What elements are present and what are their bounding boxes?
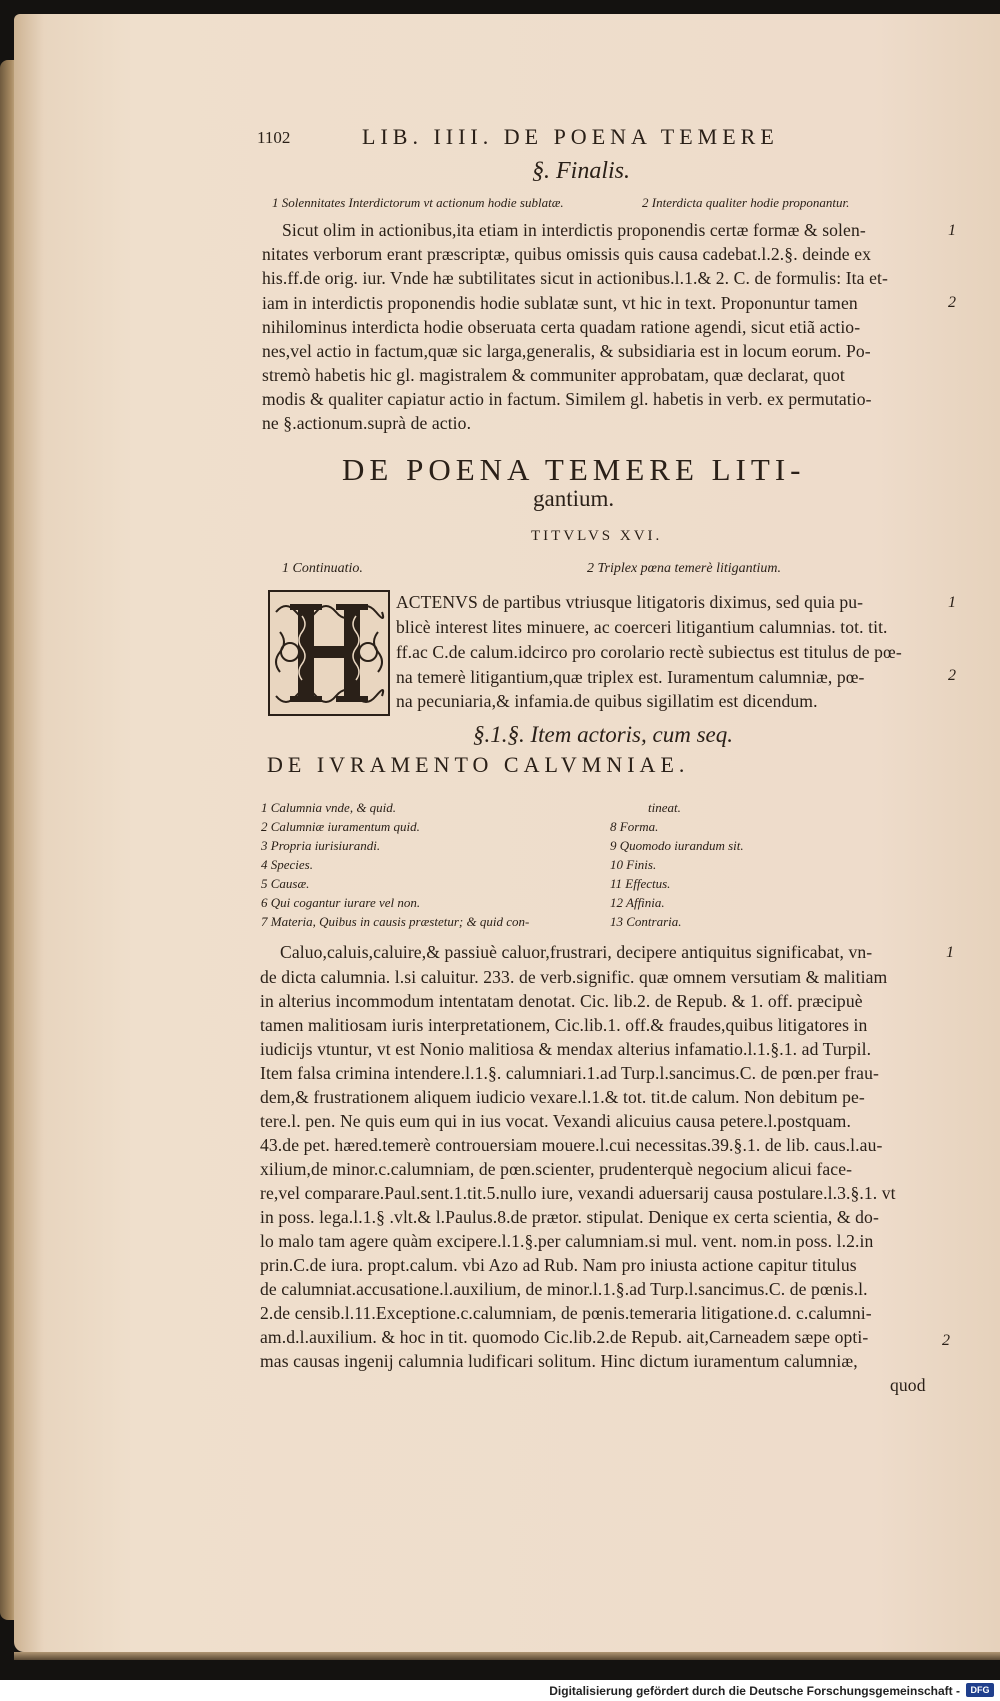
- text-line: re,vel comparare.Paul.sent.1.tit.5.nullo iure, vexandi aduersarij causa postulare.l.3.§.1. vt: [260, 1183, 896, 1203]
- toc-item: 13 Contraria.: [610, 914, 682, 929]
- text-line: blicè interest lites minuere, ac coerceri litigantium calumnias. tot. tit.: [396, 617, 888, 637]
- margin-note-number: 2: [948, 667, 956, 684]
- chapter-title-continued: gantium.: [533, 486, 615, 511]
- toc-item: 9 Quomodo iurandum sit.: [610, 838, 744, 853]
- text-line: tamen malitiosam iuris interpretationem, Cic.lib.1. off.& fraudes,quibus litigatores in: [260, 1015, 868, 1035]
- summary-item: 1 Continuatio.: [282, 561, 363, 576]
- page-edge: [14, 1652, 1000, 1660]
- text-line: xilium,de minor.c.calumniam, de pœn.scienter, prudenterquè negocium alicui face-: [260, 1159, 853, 1179]
- margin-note-number: 2: [942, 1332, 950, 1349]
- text-line: Item falsa crimina intendere.l.1.§. calumniari.1.ad Turp.l.sancimus.C. de pœn.per frau-: [260, 1063, 879, 1083]
- text-line: nihilominus interdicta hodie obseruata certa quadam ratione agendi, sicut etiã actio-: [262, 317, 861, 337]
- chapter-title: DE POENA TEMERE LITI-: [342, 452, 806, 487]
- digitization-credit-bar: [0, 1680, 1000, 1701]
- text-line: dem,& frustrationem aliquem iudicio vexare.l.1.& tot. tit.de calum. Non debitum pe-: [260, 1087, 865, 1107]
- text-line: ff.ac C.de calum.idcirco pro corolario rectè subiectus est titulus de pœ-: [396, 642, 902, 662]
- toc-item: 1 Calumnia vnde, & quid.: [261, 800, 397, 815]
- running-head: LIB. IIII. DE POENA TEMERE: [362, 124, 779, 149]
- margin-note-number: 1: [946, 944, 954, 961]
- toc-item: 3 Propria iurisiurandi.: [261, 838, 381, 853]
- text-line: mas causas ingenij calumnia ludificari solitum. Hinc dictum iuramentum calumniæ,: [260, 1351, 858, 1371]
- text-line: tere.l. pen. Ne quis eum qui in ius vocat. Vexandi alicuius causa petere.l.postquam.: [260, 1111, 851, 1131]
- text-line: am.d.l.auxilium. & hoc in tit. quomodo Cic.lib.2.de Repub. ait,Carneadem sæpe opti-: [260, 1327, 869, 1347]
- dfg-logo-icon: DFG: [966, 1683, 994, 1697]
- page-number: 1102: [257, 128, 291, 147]
- toc-item: 4 Species.: [261, 857, 313, 872]
- text-line: ACTENVS de partibus vtriusque litigatoris diximus, sed quia pu-: [396, 592, 864, 612]
- section-heading-finalis: §. Finalis.: [532, 158, 631, 184]
- summary-item: 2 Triplex pœna temerè litigantium.: [587, 561, 782, 576]
- margin-note-number: 1: [948, 594, 956, 611]
- text-line: na temerè litigantium,quæ triplex est. Iuramentum calumniæ, pœ-: [396, 667, 865, 687]
- text-line: stremò habetis hic gl. magistralem & communiter approbatam, quæ declarat, quot: [262, 365, 845, 385]
- text-line: de dicta calumnia. l.si caluitur. 233. de verb.signific. quæ omnem versutiam & malitiam: [260, 967, 888, 987]
- margin-note-number: 1: [948, 222, 956, 239]
- text-line: na pecuniaria,& infamia.de quibus sigillatim est dicendum.: [396, 691, 818, 711]
- text-line: nitates verborum erant præscriptæ, quibus omissis quis causa cadebat.l.2.§. deinde ex: [262, 244, 871, 264]
- text-line: iam in interdictis proponendis hodie sublatæ sunt, vt hic in text. Proponuntur tamen: [262, 293, 858, 313]
- toc-item: 5 Causæ.: [261, 876, 310, 891]
- margin-note-number: 2: [948, 294, 956, 311]
- toc-item: 6 Qui cogantur iurare vel non.: [261, 895, 421, 910]
- text-line: 43.de pet. hæred.temerè controuersiam mouere.l.cui necessitas.39.§.1. de lib. caus.l.au-: [260, 1135, 883, 1155]
- text-line: iudicijs vtuntur, vt est Nonio malitiosa & mendax alterius infamatio.l.1.§.1. ad Turpil.: [260, 1039, 872, 1059]
- titulus-label: TITVLVS XVI.: [531, 528, 663, 544]
- section-subheading: DE IVRAMENTO CALVMNIAE.: [267, 752, 690, 777]
- summary-item: 2 Interdicta qualiter hodie proponantur.: [642, 195, 850, 210]
- toc-item: 12 Affinia.: [610, 895, 665, 910]
- text-line: his.ff.de orig. iur. Vnde hæ subtilitates sicut in actionibus.l.1.& 2. C. de formulis: Ita et-: [262, 268, 888, 288]
- text-line: Caluo,caluis,caluire,& passiuè caluor,frustrari, decipere antiquitus significabat, vn-: [280, 942, 873, 962]
- text-line: ne §.actionum.suprà de actio.: [262, 413, 472, 433]
- toc-item: 2 Calumniæ iuramentum quid.: [261, 819, 420, 834]
- text-line: in poss. lega.l.1.§ .vlt.& l.Paulus.8.de prætor. stipulat. Denique ex certa scientia, & do-: [260, 1207, 879, 1227]
- text-line: 2.de censib.l.11.Exceptione.c.calumniam, de pœnis.temeraria litigatione.d. c.calumni-: [260, 1303, 872, 1323]
- text-line: nes,vel actio in factum,quæ sic larga,generalis, & subsidiaria est in locum eorum. Po-: [262, 341, 871, 361]
- ornament-icon: [270, 592, 388, 714]
- toc-item: 8 Forma.: [610, 819, 659, 834]
- toc-item: 7 Materia, Quibus in causis præstetur; & quid con-: [261, 914, 530, 929]
- text-line: lo malo tam agere quàm excipere.l.1.§.per calumniam.si mul. vent. nom.in poss. l.2.in: [260, 1231, 874, 1251]
- text-line: de calumniat.accusatione.l.auxilium, de minor.l.1.§.ad Turp.l.sancimus.C. de pœnis.l.: [260, 1279, 868, 1299]
- text-line: in alterius incommodum intentatam denotat. Cic. lib.2. de Repub. & 1. off. præcipuè: [260, 991, 863, 1011]
- section-heading: §.1.§. Item actoris, cum seq.: [473, 722, 733, 747]
- toc-item: 10 Finis.: [610, 857, 657, 872]
- text-line: quod: [890, 1375, 926, 1395]
- text-line: modis & qualiter capiatur actio in factum. Similem gl. habetis in verb. ex permutatio-: [262, 389, 872, 409]
- text-line: Sicut olim in actionibus,ita etiam in interdictis proponendis certæ formæ & solen-: [282, 220, 866, 240]
- credit-text: Digitalisierung gefördert durch die Deutsche Forschungsgemeinschaft -: [549, 1684, 960, 1698]
- summary-item: 1 Solennitates Interdictorum vt actionum hodie sublatæ.: [272, 195, 564, 210]
- decorated-initial-h: [268, 590, 390, 716]
- text-line: prin.C.de iura. propt.calum. vbi Azo ad Rub. Nam pro iniusta actione capitur titulus: [260, 1255, 857, 1275]
- toc-item: 11 Effectus.: [610, 876, 671, 891]
- toc-item: tineat.: [648, 800, 681, 815]
